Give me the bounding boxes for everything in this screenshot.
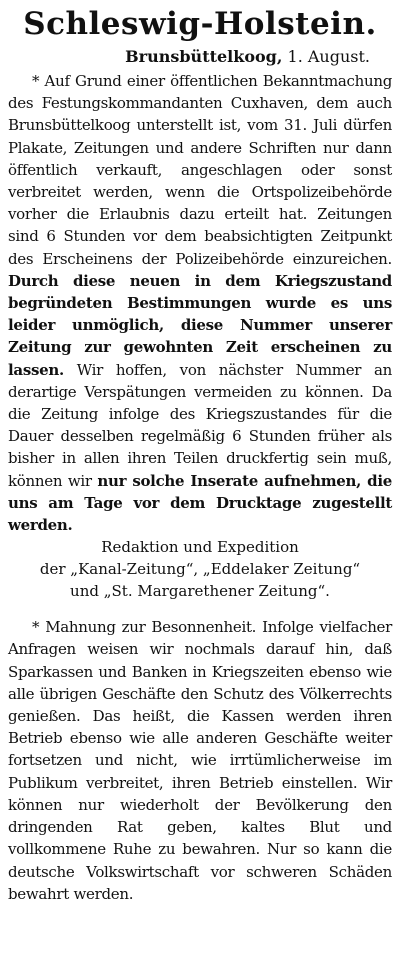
- notice-text-2: Wir hoffen, von nächster Nummer an derartige Verspätungen vermeiden zu können. Da die Zeitung infolge des Kriegszustandes für die Dauer desselben regelmäßig 6 Stunden früher als bisher in allen ihren Teilen druckfertig sein muß, können wir: [8, 360, 393, 490]
- dateline: [8, 44, 392, 70]
- notice-text: Auf Grund einer öffentlichen Bekanntmachung des Festungskommandanten Cuxhaven, dem auch Brunsbüttelkoog unterstellt ist, vom 31. Juli dürfen Plakate, Zeitungen und andere Schriften nur dann öffentlich verkauft, angeschlagen oder sonst verbreitet werden, wenn die Ortspolizeibehörde vorher die Erlaubnis dazu erteilt hat. Zeitungen sind 6 Stunden vor dem beabsichtigten Zeitpunkt des Erscheinens der Polizeibehörde einzureichen.: [8, 72, 392, 268]
- notice-bold-ads: nur solche Inserate aufnehmen, die uns am Tage vor dem Drucktage zugestellt werden.: [8, 471, 392, 535]
- notice-bold-delay: Durch diese neuen in dem Kriegszustand begründeten Bestimmungen wurde es uns leider unmöglich, diese Nummer unserer Zeitung zur gewohnten Zeit erscheinen zu lassen.: [8, 271, 392, 379]
- notice-star: *: [32, 618, 40, 637]
- section-title: Schleswig-Holstein.: [23, 6, 377, 42]
- dateline-date: 1. August.: [287, 47, 370, 66]
- notice-calm-appeal: [8, 616, 392, 905]
- notice-star: *: [32, 72, 40, 90]
- spacer: [8, 602, 392, 616]
- signature-line-3: und „St. Margarethener Zeitung“.: [70, 582, 330, 601]
- notice-press-restrictions: [8, 70, 392, 536]
- signature-line-2: der „Kanal-Zeitung“, „Eddelaker Zeitung“: [39, 560, 361, 579]
- signature-block: [8, 536, 392, 602]
- dateline-place: Brunsbüttelkoog,: [125, 47, 283, 66]
- signature-line-1: Redaktion und Expedition: [101, 538, 299, 557]
- notice-text: Mahnung zur Besonnenheit. Infolge vielfacher Anfragen weisen wir nochmals darauf hin, daß Sparkassen und Banken in Kriegszeiten ebenso wie alle übrigen Geschäfte den Schutz des Völkerrechts genießen. Das heißt, die Kassen werden ihren Betrieb ebenso wie alle anderen Geschäfte weiter fortsetzen und nicht, wie irrtümlicherweise im Publikum verbreitet, ihren Betrieb einstellen. Wir können nur wiederholt der Bevölkerung den dringenden Rat geben, kaltes Blut und vollkommene Ruhe zu bewahren. Nur so kann die deutsche Volkswirtschaft vor schweren Schäden bewahrt werden.: [8, 618, 393, 903]
